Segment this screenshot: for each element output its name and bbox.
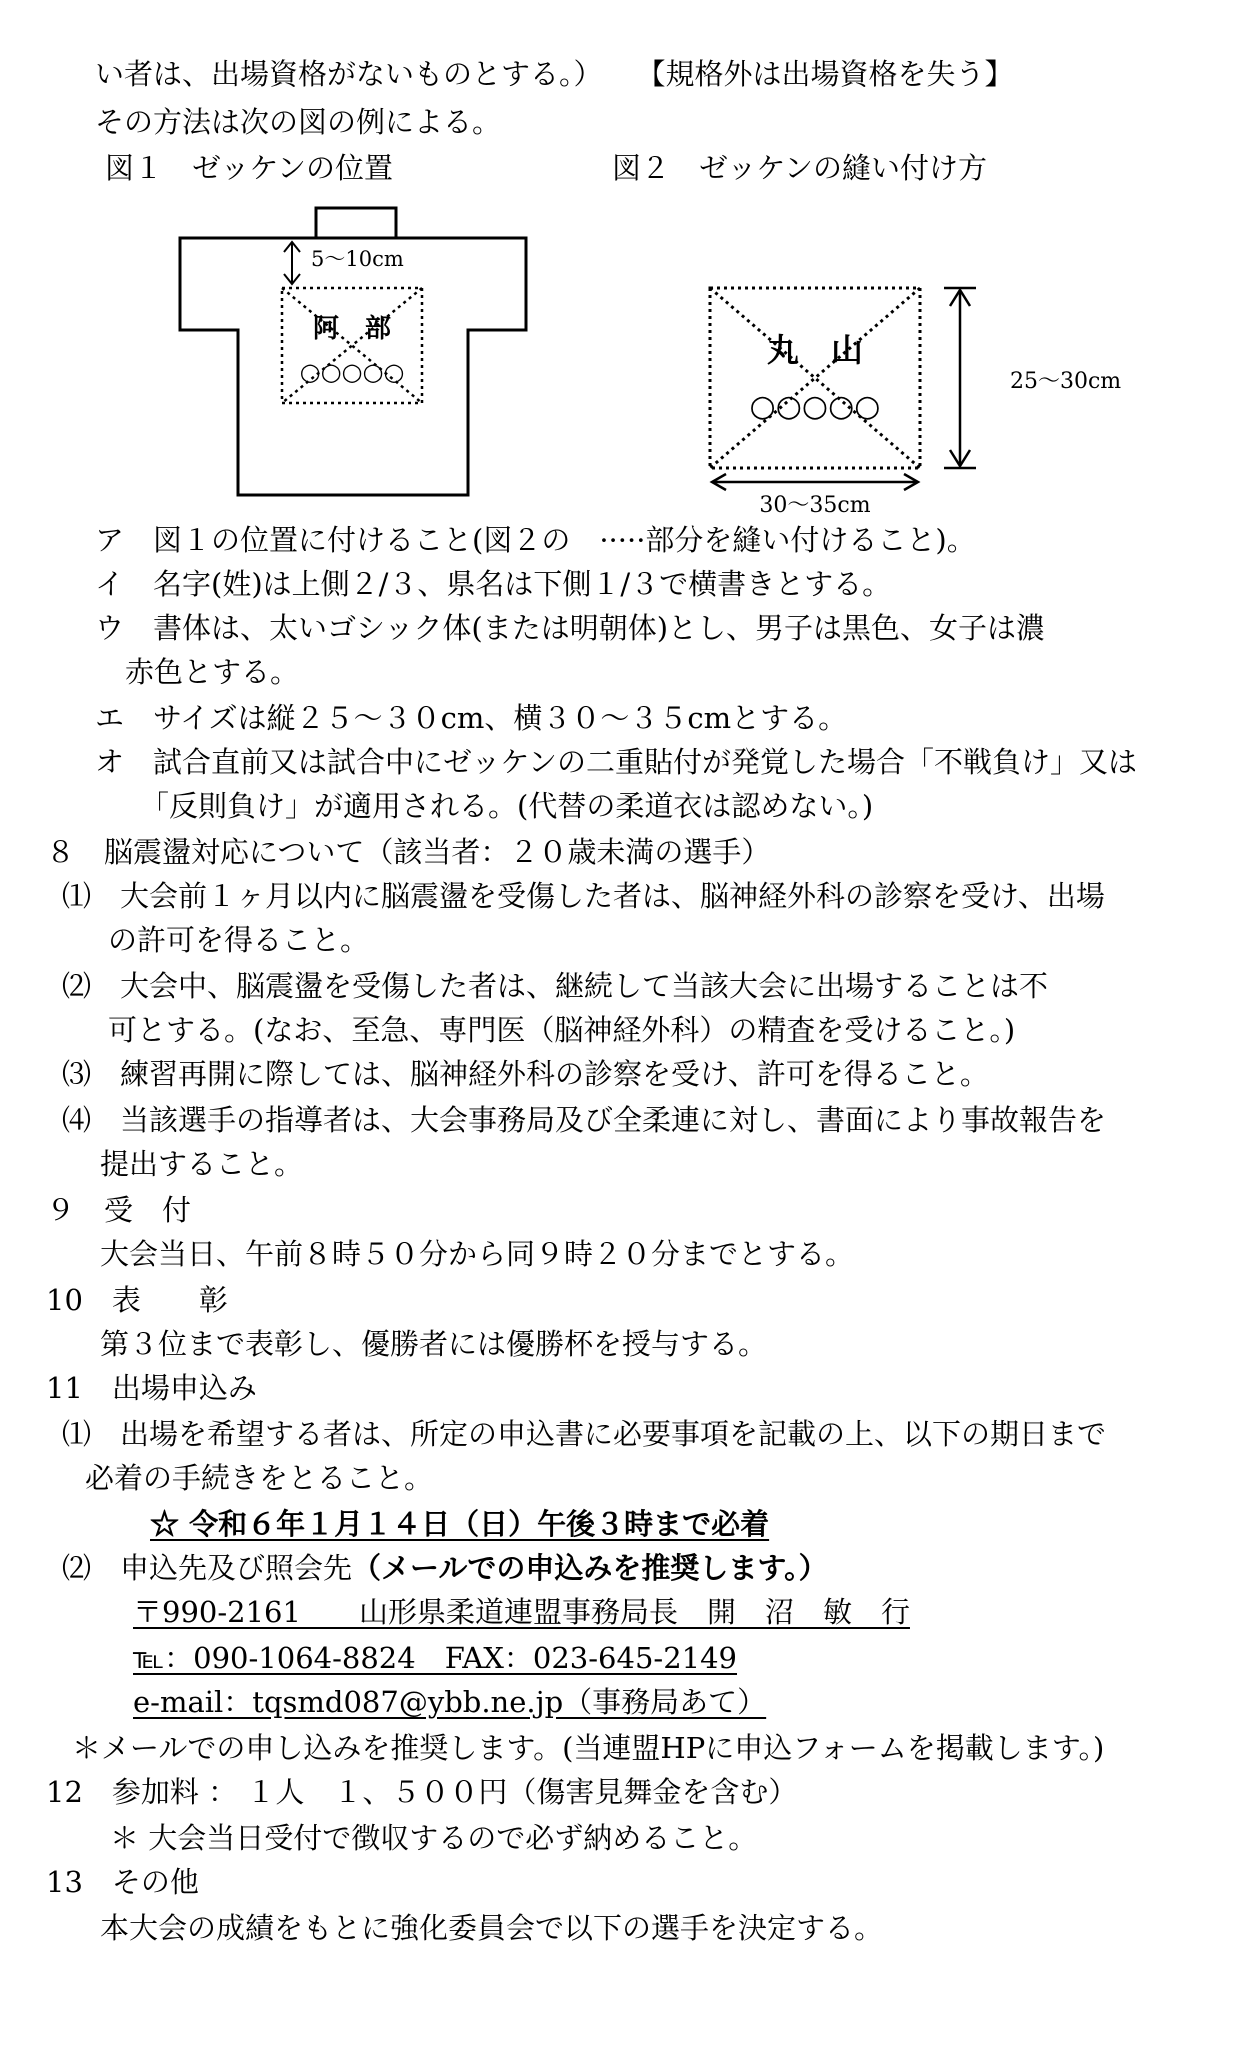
contact-phone-fax: ℡：090-1064-8824 FAX：023-645-2149 [133,1641,738,1675]
intro-line-1 [95,56,1014,92]
section-13-heading: 13 その他 [46,1865,199,1899]
section-8-item-1: ⑴ 大会前１ヶ月以内に脳震盪を受傷した者は、脳神経外科の診察を受け、出場 [62,879,1105,913]
intro-line-2: その方法は次の図の例による。 [95,105,502,139]
contact-email: e-mail：tqsmd087@ybb.ne.jp（事務局あて） [133,1685,767,1719]
section-8-item-4-cont: 提出すること。 [100,1147,304,1181]
item-u: ウ 書体は、太いゴシック体(または明朝体)とし、男子は黒色、女子は濃 [95,611,1046,645]
item-o: オ 試合直前又は試合中にゼッケンの二重貼付が発覚した場合「不戦負け」又は [95,745,1137,779]
section-8-item-2-cont: 可とする。(なお、至急、専門医（脳神経外科）の精査を受けること。) [108,1013,1016,1047]
section-8-item-2: ⑵ 大会中、脳震盪を受傷した者は、継続して当該大会に出場することは不 [62,969,1049,1003]
fig2-width-label: 30〜35cm [759,493,871,518]
section-13-body: 本大会の成績をもとに強化委員会で以下の選手を決定する。 [100,1911,884,1945]
item-e: エ サイズは縦２５〜３０cm、横３０〜３５cmとする。 [95,701,848,735]
section-11-item-1-cont: 必着の手続きをとること。 [85,1461,434,1495]
qualification-note: 【規格外は出場資格を失う】 [636,57,1014,91]
section-8-item-1-cont: の許可を得ること。 [108,923,370,957]
figure-1-bib-position [170,200,540,505]
fig1-bib-prefecture: ○○○○○ [299,358,405,386]
section-10-body: 第３位まで表彰し、優勝者には優勝杯を授与する。 [100,1327,768,1361]
contact-address: 〒990-2161 山形県柔道連盟事務局長 開 沼 敏 行 [133,1595,910,1629]
section-11-item-2 [62,1550,828,1586]
entry-deadline: ☆ 令和６年１月１４日（日）午後３時まで必着 [150,1507,770,1541]
email-recommend-note: （メールでの申込みを推奨します。） [352,1551,828,1585]
fig1-caption: 図１ ゼッケンの位置 [105,151,393,185]
fig1-dimension-label: 5〜10cm [311,247,404,271]
item-i: イ 名字(姓)は上側２/３、県名は下側１/３で横書きとする。 [95,567,892,601]
section-9-body: 大会当日、午前８時５０分から同９時２０分までとする。 [100,1237,855,1271]
item-u-cont: 赤色とする。 [125,655,300,689]
section-9-heading: ９ 受 付 [46,1193,192,1227]
fig2-bib-prefecture: ○○○○○ [749,389,881,424]
section-10-heading: 10 表 彰 [46,1283,228,1317]
contact-label: ⑵ 申込先及び照会先 [62,1551,353,1585]
fig2-height-label: 25〜30cm [1010,369,1122,394]
section-8-item-4: ⑷ 当該選手の指導者は、大会事務局及び全柔連に対し、書面により事故報告を [62,1103,1107,1137]
section-11-item-1: ⑴ 出場を希望する者は、所定の申込書に必要事項を記載の上、以下の期日まで [62,1417,1107,1451]
fig2-bib-name: 丸 山 [766,331,864,369]
section-8-item-3: ⑶ 練習再開に際しては、脳神経外科の診察を受け、許可を得ること。 [62,1057,989,1091]
section-8-heading: ８ 脳震盪対応について（該当者：２０歳未満の選手） [46,835,771,869]
fig2-caption: 図２ ゼッケンの縫い付け方 [612,151,987,185]
section-12-note: ＊ 大会当日受付で徴収するので必ず納めること。 [110,1821,758,1855]
email-footnote: ＊メールでの申し込みを推奨します。(当連盟HPに申込フォームを掲載します。) [72,1731,1105,1765]
fig2-bib [710,288,920,468]
item-a: ア 図１の位置に付けること(図２の ·····部分を縫い付けること)。 [95,523,976,557]
item-o-cont: 「反則負け」が適用される。(代替の柔道衣は認めない。) [140,789,874,823]
fig1-bib-name: 阿 部 [312,314,392,344]
intro-text: い者は、出場資格がないものとする。） [95,57,603,91]
figure-2-bib-sewing [690,278,1170,518]
section-11-heading: 11 出場申込み [46,1371,257,1405]
section-12-heading: 12 参加料 ： １人 １、５００円（傷害見舞金を含む） [46,1775,798,1809]
